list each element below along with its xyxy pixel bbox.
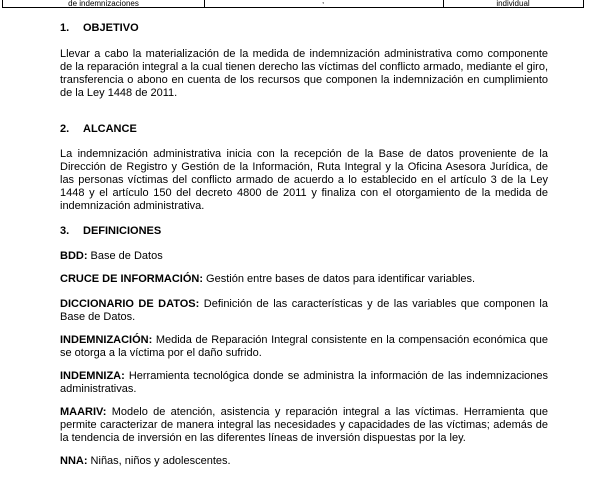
- definition-term: MAARIV:: [60, 406, 107, 418]
- section-title: ALCANCE: [83, 123, 137, 135]
- section-heading-alcance: [60, 123, 548, 136]
- section-number: 1.: [60, 22, 70, 34]
- section-number: 2.: [60, 123, 70, 135]
- header-cell-mid-text: ,: [322, 0, 325, 5]
- definition-term: INDEMNIZA:: [60, 370, 125, 382]
- definition-cruce: [60, 273, 548, 286]
- definition-term: BDD:: [60, 250, 88, 262]
- document-body: [60, 16, 548, 468]
- section-heading-objetivo: [60, 22, 548, 35]
- header-cell-right: individual: [496, 0, 530, 8]
- section-body-alcance: La indemnización administrativa inicia con la recepción de la Base de datos proveniente de la Dirección de Registro y Gestión de la Información, Ruta Integral y la Oficina Asesora Jurídica, de las personas víctimas del conflicto armado de acuerdo a lo establecido en el artículo 3 de la Ley 1448 y el artículo 150 del decreto 4800 de 2011 y finaliza con el otorgamiento de la medida de indemnización administrativa.: [60, 148, 548, 212]
- definition-term: NNA:: [60, 455, 88, 467]
- definition-indemnizacion: [60, 334, 548, 360]
- section-title: OBJETIVO: [83, 22, 139, 34]
- definition-text: Medida de Reparación Integral consistente en la compensación económica que se otorga a la víctima por el daño sufrido.: [60, 334, 548, 359]
- definition-text: Definición de las características y de las variables que componen la Base de Datos.: [60, 298, 548, 323]
- definition-indemniza: [60, 370, 548, 396]
- definition-text: Herramienta tecnológica donde se administra la información de las indemnizaciones administrativas.: [60, 370, 548, 395]
- header-table: [2, 0, 584, 8]
- header-cell-left: de indemnizaciones: [3, 0, 205, 8]
- definition-text: Niñas, niños y adolescentes.: [87, 455, 231, 467]
- definition-term: CRUCE DE INFORMACIÓN:: [60, 273, 203, 285]
- header-cell-mid: [205, 0, 444, 8]
- definition-nna: [60, 455, 548, 468]
- section-heading-definiciones: [60, 225, 548, 238]
- definition-text: Gestión entre bases de datos para identificar variables.: [203, 273, 476, 285]
- definition-text: Base de Datos: [87, 250, 163, 262]
- definition-term: INDEMNIZACIÓN:: [60, 334, 153, 346]
- section-body-objetivo: Llevar a cabo la materialización de la medida de indemnización administrativa como componente de la reparación integral a la cual tienen derecho las víctimas del conflicto armado, mediante el giro, transferencia o abono en cuenta de los recursos que componen la indemnización en cumplimiento de la Ley 1448 de 2011.: [60, 48, 548, 99]
- definition-text: Modelo de atención, asistencia y reparación integral a las víctimas. Herramienta que permite caracterizar de manera integral las necesidades y capacidades de las víctimas; además de la tendencia de inversión en las diferentes líneas de inversión dispuestas por la ley.: [60, 406, 548, 444]
- section-number: 3.: [60, 225, 70, 237]
- section-title: DEFINICIONES: [83, 225, 162, 237]
- definition-term: DICCIONARIO DE DATOS:: [60, 298, 200, 310]
- definition-maariv: [60, 406, 548, 445]
- definition-bdd: [60, 250, 548, 263]
- definition-diccionario: [60, 298, 548, 324]
